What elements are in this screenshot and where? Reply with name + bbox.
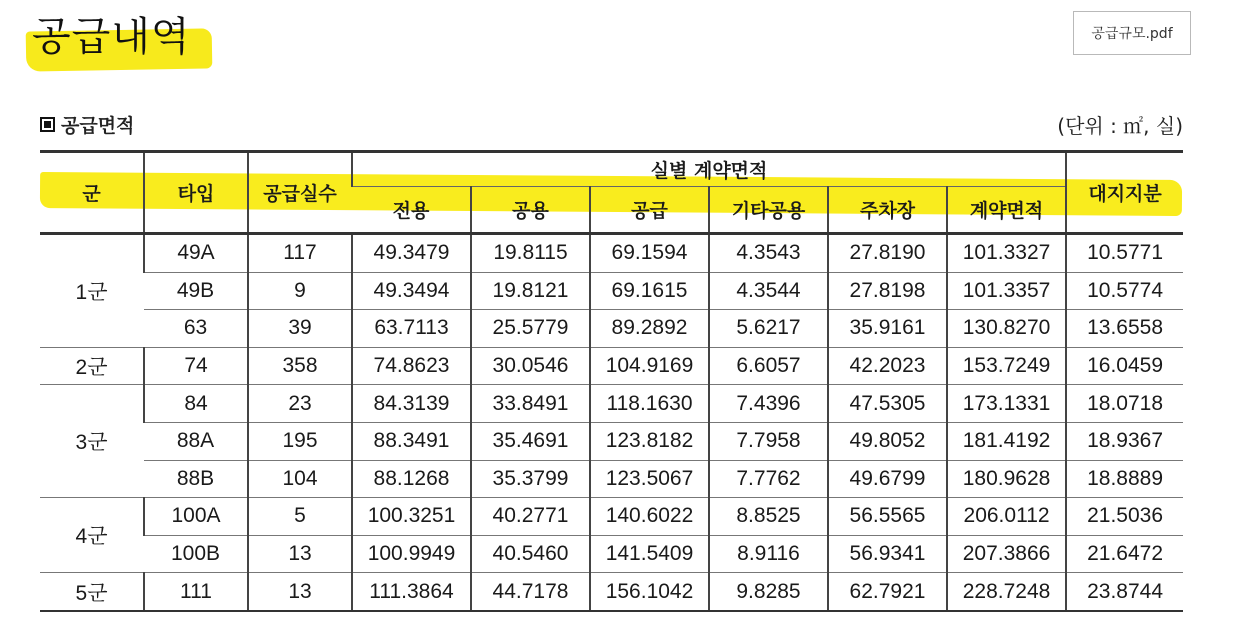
table-cell: 19.8121 <box>471 272 590 310</box>
table-cell: 141.5409 <box>590 535 709 573</box>
table-cell: 23.8744 <box>1066 573 1183 611</box>
header-supply: 공급 <box>590 187 709 234</box>
table-cell: 5 <box>248 498 352 536</box>
table-cell: 358 <box>248 347 352 385</box>
table-cell: 10.5771 <box>1066 234 1183 273</box>
header-parking: 주차장 <box>828 187 947 234</box>
table-cell: 130.8270 <box>947 310 1066 348</box>
table-cell: 25.5779 <box>471 310 590 348</box>
header-group: 군 <box>40 152 144 234</box>
table-cell: 8.9116 <box>709 535 828 573</box>
table-cell: 63 <box>144 310 248 348</box>
table-row <box>40 385 1183 423</box>
table-cell: 35.9161 <box>828 310 947 348</box>
table-cell: 16.0459 <box>1066 347 1183 385</box>
table-cell: 7.4396 <box>709 385 828 423</box>
header-contract-group: 실별 계약면적 <box>352 152 1066 187</box>
table-cell: 123.5067 <box>590 460 709 498</box>
table-row <box>40 272 1183 310</box>
table-cell: 74 <box>144 347 248 385</box>
table-cell: 9.8285 <box>709 573 828 611</box>
table-cell: 49.3479 <box>352 234 471 273</box>
pdf-download-button[interactable]: 공급규모.pdf <box>1073 11 1191 55</box>
table-cell: 62.7921 <box>828 573 947 611</box>
table-cell: 35.4691 <box>471 422 590 460</box>
table-row <box>40 310 1183 348</box>
table-cell: 13 <box>248 573 352 611</box>
table-cell: 84.3139 <box>352 385 471 423</box>
table-cell: 63.7113 <box>352 310 471 348</box>
table-cell: 8.8525 <box>709 498 828 536</box>
square-bullet-icon <box>40 117 55 132</box>
table-cell: 40.5460 <box>471 535 590 573</box>
table-cell: 123.8182 <box>590 422 709 460</box>
table-cell: 30.0546 <box>471 347 590 385</box>
table-cell: 39 <box>248 310 352 348</box>
table-cell: 5.6217 <box>709 310 828 348</box>
table-cell: 35.3799 <box>471 460 590 498</box>
table-row <box>40 347 1183 385</box>
table-cell: 104 <box>248 460 352 498</box>
table-cell: 117 <box>248 234 352 273</box>
group-label: 5군 <box>40 573 144 611</box>
table-cell: 18.0718 <box>1066 385 1183 423</box>
table-cell: 49B <box>144 272 248 310</box>
table-cell: 153.7249 <box>947 347 1066 385</box>
table-cell: 228.7248 <box>947 573 1066 611</box>
section-title-text: 공급면적 <box>61 115 135 137</box>
title-wrap <box>26 12 191 62</box>
table-cell: 19.8115 <box>471 234 590 273</box>
table-row <box>40 460 1183 498</box>
table-cell: 49.8052 <box>828 422 947 460</box>
unit-note: (단위 : ㎡, 실) <box>1057 114 1183 138</box>
table-cell: 207.3866 <box>947 535 1066 573</box>
group-label: 1군 <box>40 234 144 348</box>
table-cell: 21.6472 <box>1066 535 1183 573</box>
table-cell: 13.6558 <box>1066 310 1183 348</box>
table-cell: 88.3491 <box>352 422 471 460</box>
table-cell: 13 <box>248 535 352 573</box>
table-cell: 101.3327 <box>947 234 1066 273</box>
table-cell: 47.5305 <box>828 385 947 423</box>
table-cell: 100.3251 <box>352 498 471 536</box>
table-cell: 69.1615 <box>590 272 709 310</box>
table-cell: 140.6022 <box>590 498 709 536</box>
group-label: 3군 <box>40 385 144 498</box>
table-cell: 100A <box>144 498 248 536</box>
header-units: 공급실수 <box>248 152 352 234</box>
header-land-share: 대지지분 <box>1066 152 1183 234</box>
table-cell: 69.1594 <box>590 234 709 273</box>
table-cell: 4.3544 <box>709 272 828 310</box>
table-cell: 42.2023 <box>828 347 947 385</box>
header-other-common: 기타공용 <box>709 187 828 234</box>
table-cell: 88.1268 <box>352 460 471 498</box>
table-cell: 49.6799 <box>828 460 947 498</box>
table-cell: 18.9367 <box>1066 422 1183 460</box>
table-row <box>40 498 1183 536</box>
table-cell: 7.7958 <box>709 422 828 460</box>
table-cell: 49A <box>144 234 248 273</box>
supply-area-table <box>40 150 1183 612</box>
table-cell: 101.3357 <box>947 272 1066 310</box>
table-row <box>40 234 1183 273</box>
group-label: 4군 <box>40 498 144 573</box>
table-cell: 111 <box>144 573 248 611</box>
header-type: 타입 <box>144 152 248 234</box>
table-cell: 104.9169 <box>590 347 709 385</box>
table-cell: 56.5565 <box>828 498 947 536</box>
table-cell: 33.8491 <box>471 385 590 423</box>
table-cell: 7.7762 <box>709 460 828 498</box>
table-cell: 156.1042 <box>590 573 709 611</box>
table-cell: 173.1331 <box>947 385 1066 423</box>
table-row <box>40 573 1183 611</box>
group-label: 2군 <box>40 347 144 385</box>
table-row <box>40 422 1183 460</box>
table-cell: 74.8623 <box>352 347 471 385</box>
table-cell: 44.7178 <box>471 573 590 611</box>
table-cell: 49.3494 <box>352 272 471 310</box>
section-title <box>40 111 134 138</box>
table-cell: 88A <box>144 422 248 460</box>
table-row <box>40 535 1183 573</box>
table-cell: 84 <box>144 385 248 423</box>
table-cell: 56.9341 <box>828 535 947 573</box>
table-cell: 27.8190 <box>828 234 947 273</box>
table-cell: 111.3864 <box>352 573 471 611</box>
table-cell: 21.5036 <box>1066 498 1183 536</box>
table-cell: 40.2771 <box>471 498 590 536</box>
table-cell: 118.1630 <box>590 385 709 423</box>
table-cell: 180.9628 <box>947 460 1066 498</box>
table-cell: 100.9949 <box>352 535 471 573</box>
page-title: 공급내역 <box>32 14 191 60</box>
table-cell: 88B <box>144 460 248 498</box>
table-cell: 6.6057 <box>709 347 828 385</box>
header-contract-area: 계약면적 <box>947 187 1066 234</box>
table-cell: 10.5774 <box>1066 272 1183 310</box>
table-cell: 100B <box>144 535 248 573</box>
header-common: 공용 <box>471 187 590 234</box>
table-cell: 9 <box>248 272 352 310</box>
table-cell: 4.3543 <box>709 234 828 273</box>
table-body <box>40 234 1183 611</box>
table-cell: 23 <box>248 385 352 423</box>
table-cell: 181.4192 <box>947 422 1066 460</box>
table-cell: 18.8889 <box>1066 460 1183 498</box>
table-cell: 89.2892 <box>590 310 709 348</box>
table-cell: 195 <box>248 422 352 460</box>
header-exclusive: 전용 <box>352 187 471 234</box>
table-cell: 206.0112 <box>947 498 1066 536</box>
table-cell: 27.8198 <box>828 272 947 310</box>
